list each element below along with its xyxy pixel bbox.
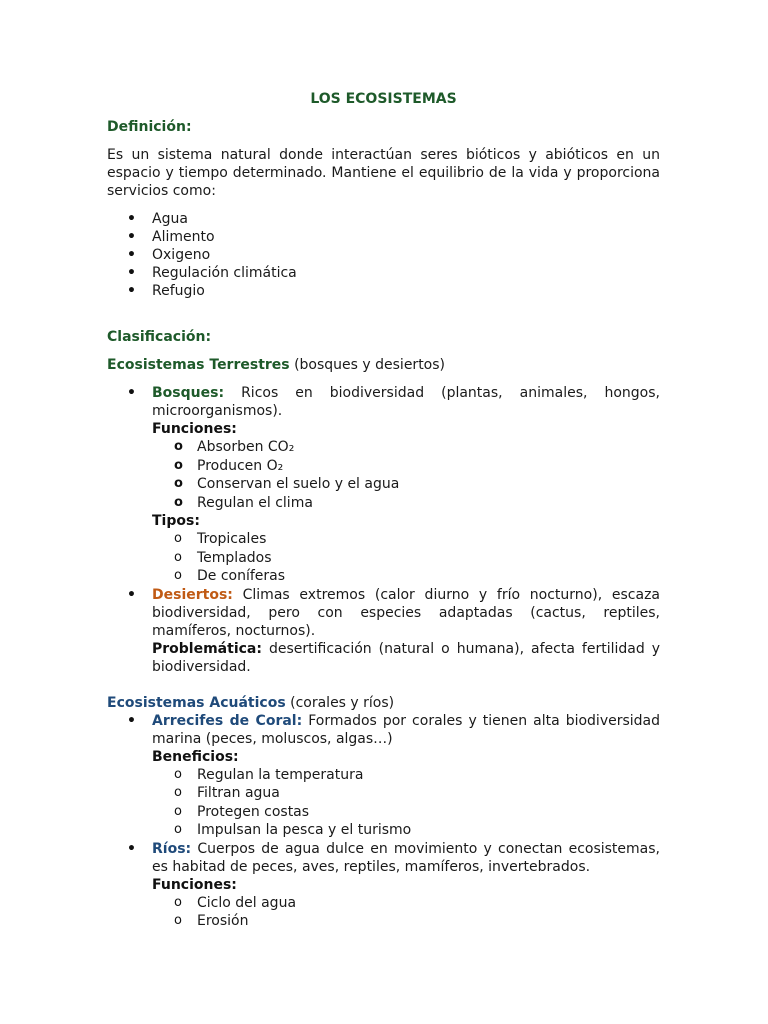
list-item: o Ciclo del agua: [152, 894, 660, 913]
definicion-text: Es un sistema natural donde interactúan seres bióticos y abióticos en un espacio y tiempo determinado. Mantiene el equilibrio de la vida y proporciona servicios como:: [107, 147, 660, 199]
servicios-list: [107, 210, 660, 300]
rios-item: [107, 840, 660, 931]
document-body: [107, 90, 660, 931]
list-item: o Regulan la temperatura: [152, 766, 660, 785]
list-item: o Conservan el suelo y el agua: [152, 475, 660, 494]
bosques-label: Bosques:: [152, 385, 225, 401]
list-item: • Oxigeno: [107, 246, 660, 264]
problematica-description: [152, 640, 660, 676]
terrestres-list: [107, 384, 660, 676]
list-item: o Tropicales: [152, 530, 660, 549]
rios-description: [152, 840, 660, 876]
arrecifes-item: [107, 712, 660, 840]
problematica-label: Problemática:: [152, 640, 262, 657]
bosques-funciones-label: Funciones:: [152, 421, 237, 437]
bosques-tipos-list: [152, 530, 660, 586]
acuaticos-note: (corales y ríos): [285, 694, 395, 711]
acuaticos-list: [107, 712, 660, 931]
document-title: LOS ECOSISTEMAS: [310, 91, 457, 107]
acuaticos-heading: [107, 694, 660, 712]
desiertos-label: Desiertos:: [152, 586, 233, 603]
list-item: o Templados: [152, 549, 660, 568]
problematica-text: desertificación (natural o humana), afecta fertilidad y biodiversidad.: [152, 640, 660, 675]
list-item: o Producen O₂: [152, 457, 660, 476]
clasificacion-heading: Clasificación:: [107, 329, 212, 345]
list-item: o Protegen costas: [152, 803, 660, 822]
rios-funciones-list: [152, 894, 660, 931]
list-item: • Agua: [107, 210, 660, 228]
bosques-item: [107, 384, 660, 586]
list-item: o Absorben CO₂: [152, 438, 660, 457]
rios-text: Cuerpos de agua dulce en movimiento y conectan ecosistemas, es habitad de peces, aves, reptiles, mamíferos, invertebrados.: [152, 840, 660, 875]
desiertos-item: [107, 586, 660, 676]
terrestres-note: (bosques y desiertos): [289, 357, 445, 373]
bosques-tipos-label: Tipos:: [152, 513, 200, 529]
bosques-funciones-list: [152, 438, 660, 512]
list-item: • Alimento: [107, 228, 660, 246]
arrecifes-description: [152, 712, 660, 748]
arrecifes-beneficios-list: [152, 766, 660, 840]
rios-label: Ríos:: [152, 840, 192, 857]
arrecifes-text: Formados por corales y tienen alta biodiversidad marina (peces, moluscos, algas…): [152, 712, 661, 747]
arrecifes-label: Arrecifes de Coral:: [152, 712, 303, 729]
terrestres-heading: [107, 356, 660, 374]
list-item: • Regulación climática: [107, 264, 660, 282]
bosques-description: [152, 384, 660, 420]
terrestres-title: Ecosistemas Terrestres: [107, 357, 290, 373]
rios-funciones-label: Funciones:: [152, 876, 237, 893]
definicion-heading: Definición:: [107, 119, 192, 135]
desiertos-text: Climas extremos (calor diurno y frío nocturno), escaza biodiversidad, pero con especies adaptadas (cactus, reptiles, mamíferos, nocturnos).: [152, 586, 660, 639]
bosques-text: Ricos en biodiversidad (plantas, animales, hongos, microorganismos).: [152, 385, 660, 419]
list-item: o De coníferas: [152, 567, 660, 586]
list-item: • Refugio: [107, 282, 660, 300]
desiertos-description: [152, 586, 660, 640]
list-item: o Regulan el clima: [152, 494, 660, 513]
arrecifes-beneficios-label: Beneficios:: [152, 748, 239, 765]
list-item: o Impulsan la pesca y el turismo: [152, 821, 660, 840]
acuaticos-title: Ecosistemas Acuáticos: [107, 694, 286, 711]
list-item: o Filtran agua: [152, 784, 660, 803]
list-item: o Erosión: [152, 912, 660, 931]
